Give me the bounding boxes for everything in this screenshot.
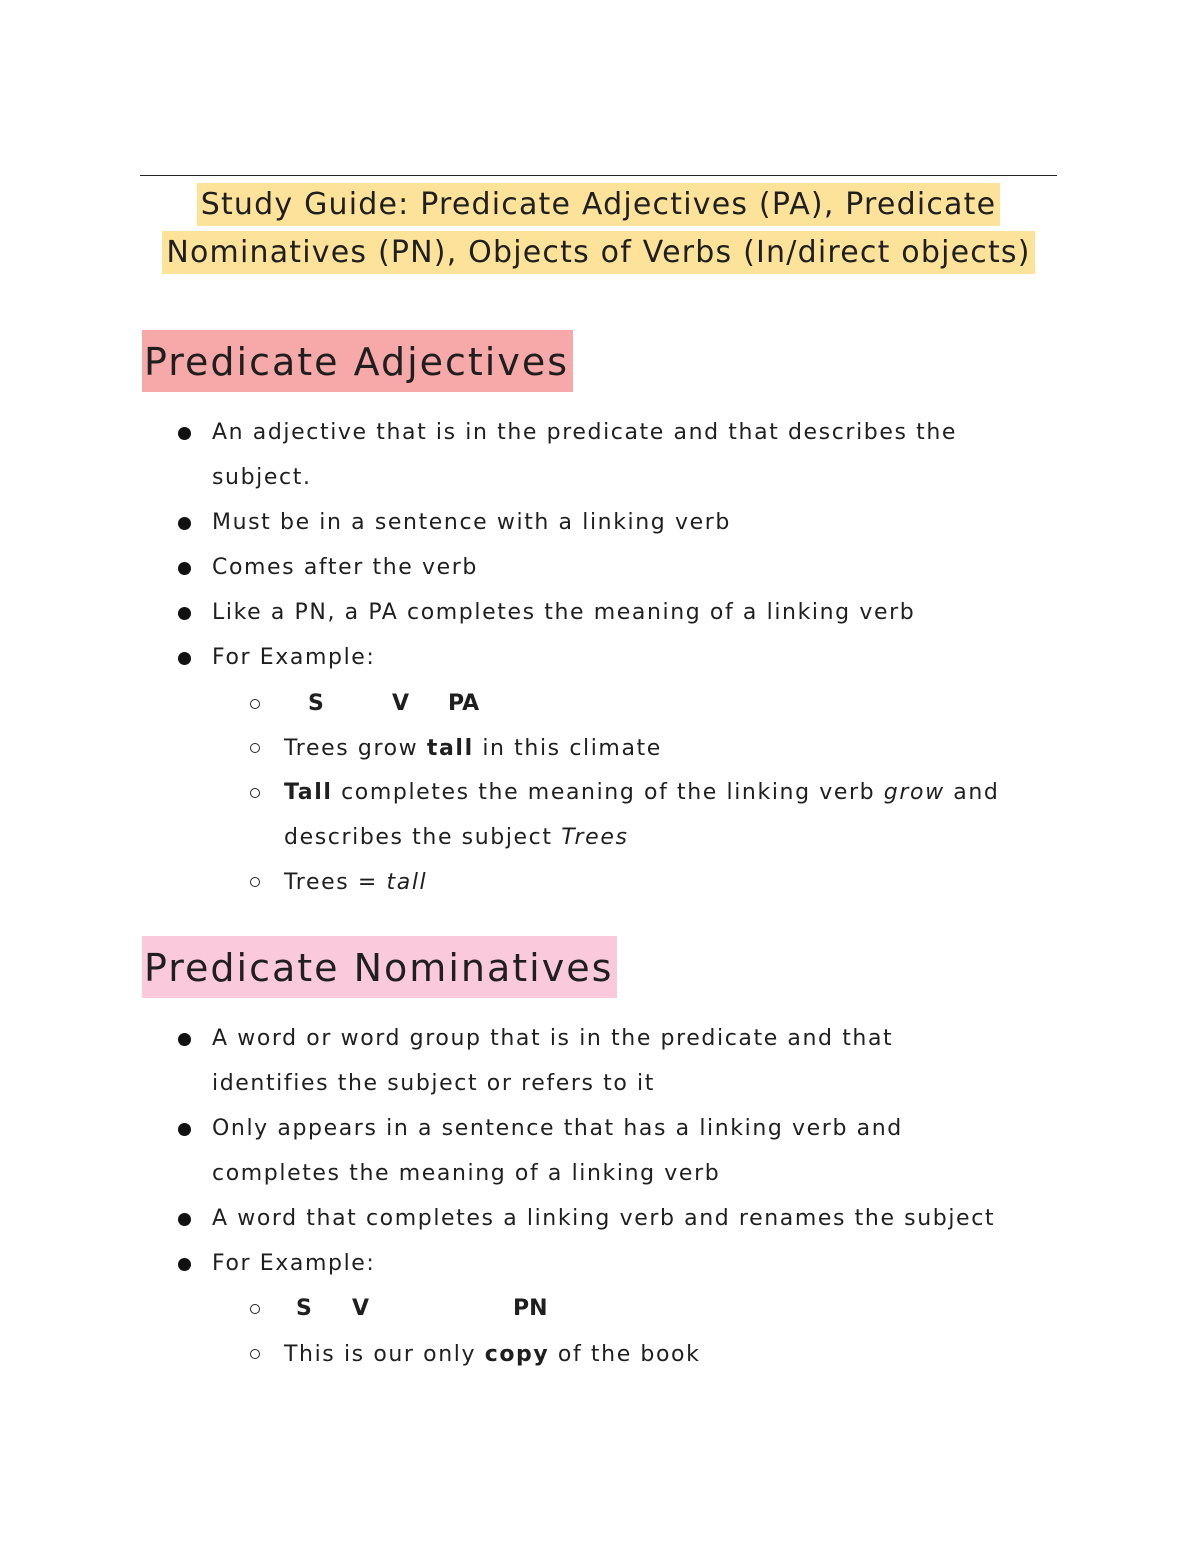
bullet-icon: [178, 1123, 191, 1136]
top-divider: [140, 175, 1057, 176]
pn-label-v: V: [352, 1296, 370, 1321]
bullet-icon: [178, 607, 191, 620]
pn-bullet-2-cont: completes the meaning of a linking verb: [212, 1161, 721, 1186]
pa-label-pa: PA: [448, 691, 480, 716]
pa-equation: Trees = tall: [284, 870, 428, 895]
pa-bullet-3: Comes after the verb: [212, 555, 478, 580]
pn-label-pn: PN: [513, 1296, 548, 1321]
bullet-icon: [178, 1033, 191, 1046]
bullet-icon: [178, 517, 191, 530]
sub-bullet-icon: [250, 877, 260, 887]
section-heading-predicate-adjectives: Predicate Adjectives: [142, 330, 573, 392]
bullet-icon: [178, 562, 191, 575]
pn-label-s: S: [296, 1296, 312, 1321]
pa-example-sentence: Trees grow tall in this climate: [284, 736, 662, 761]
bullet-icon: [178, 652, 191, 665]
bullet-icon: [178, 1258, 191, 1271]
pa-bullet-5: For Example:: [212, 645, 376, 670]
pa-explanation-cont: describes the subject Trees: [284, 825, 629, 850]
pa-bullet-1: An adjective that is in the predicate and that describes the: [212, 420, 958, 445]
title-line-2: Nominatives (PN), Objects of Verbs (In/direct objects): [162, 231, 1034, 274]
sub-bullet-icon: [250, 788, 260, 798]
pa-bullet-4: Like a PN, a PA completes the meaning of a linking verb: [212, 600, 916, 625]
pn-bullet-1-cont: identifies the subject or refers to it: [212, 1071, 655, 1096]
document-title: [140, 183, 1057, 279]
pn-bullet-1: A word or word group that is in the predicate and that: [212, 1026, 894, 1051]
pn-bullet-4: For Example:: [212, 1251, 376, 1276]
pa-label-s: S: [308, 691, 324, 716]
bullet-icon: [178, 427, 191, 440]
sub-bullet-icon: [250, 1349, 260, 1359]
title-line-1: Study Guide: Predicate Adjectives (PA), Predicate: [197, 183, 1001, 226]
sub-bullet-icon: [250, 1304, 260, 1314]
sub-bullet-icon: [250, 743, 260, 753]
sub-bullet-icon: [250, 699, 260, 709]
pn-bullet-2: Only appears in a sentence that has a linking verb and: [212, 1116, 903, 1141]
pa-label-v: V: [392, 691, 410, 716]
bullet-icon: [178, 1213, 191, 1226]
pa-explanation: Tall completes the meaning of the linking verb grow and: [284, 780, 1000, 805]
section-heading-predicate-nominatives: Predicate Nominatives: [142, 936, 617, 998]
pn-example-sentence: This is our only copy of the book: [284, 1342, 701, 1367]
pa-bullet-1-cont: subject.: [212, 465, 312, 490]
pn-bullet-3: A word that completes a linking verb and renames the subject: [212, 1206, 996, 1231]
pa-bullet-2: Must be in a sentence with a linking verb: [212, 510, 731, 535]
